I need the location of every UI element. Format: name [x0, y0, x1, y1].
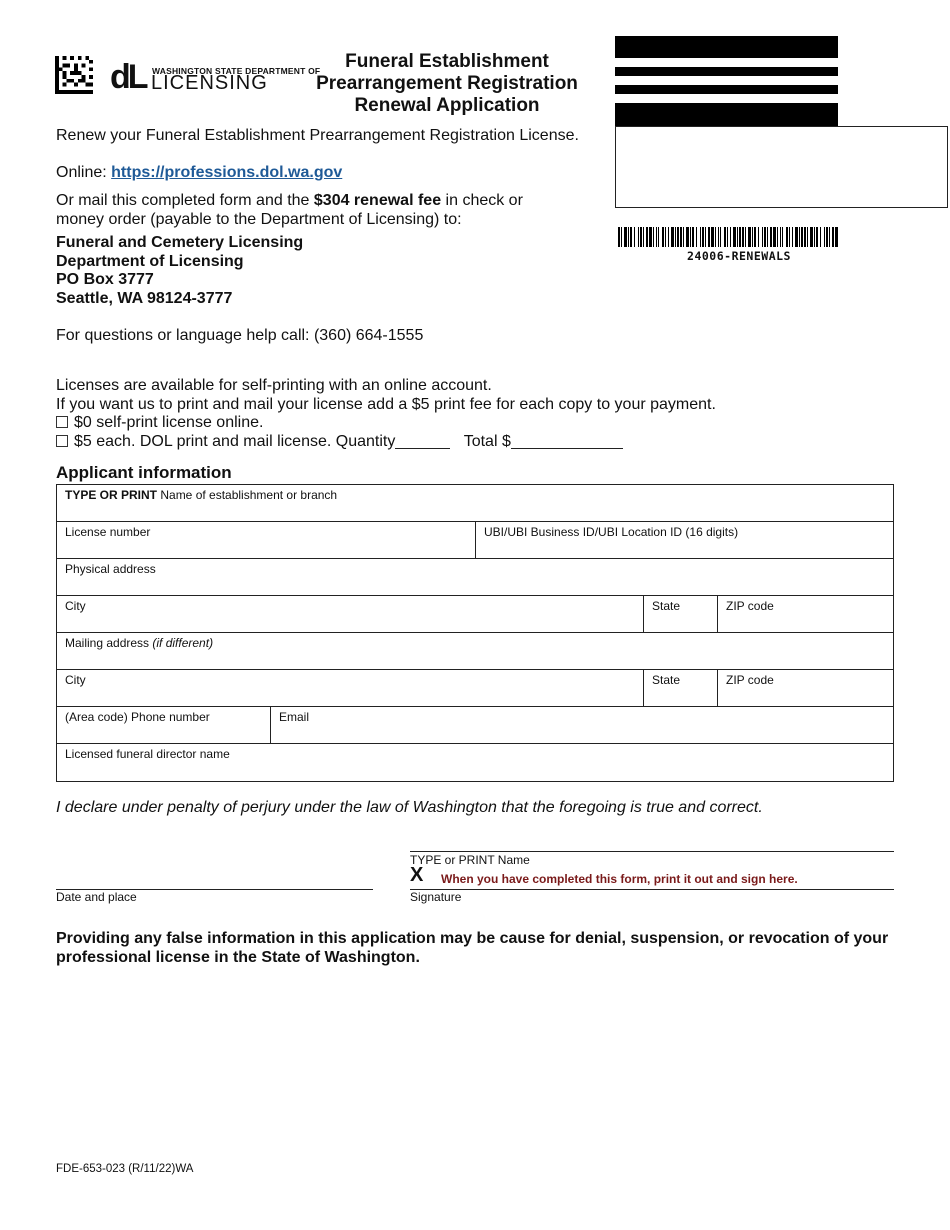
- mailing-city-field[interactable]: [57, 670, 644, 706]
- mailing-note: (if different): [152, 636, 214, 650]
- mailing-address: [56, 234, 303, 308]
- signature-line[interactable]: [410, 889, 894, 890]
- signature-x-mark: X: [410, 864, 424, 886]
- applicant-form: [56, 484, 894, 782]
- online-line: [56, 164, 342, 183]
- print-options: [56, 377, 716, 451]
- ubi-field[interactable]: [476, 522, 893, 558]
- email-label: Email: [279, 710, 310, 724]
- redaction-bar: [615, 103, 838, 126]
- mail-post: in check or: [441, 192, 523, 209]
- phone-label: (Area code) Phone number: [65, 710, 210, 724]
- option-self-print-label: $0 self-print license online.: [74, 414, 264, 431]
- print-info-line: If you want us to print and mail your license add a $5 print fee for each copy to your payment.: [56, 395, 716, 413]
- redaction-bar: [615, 36, 838, 58]
- address-line: Seattle, WA 98124-3777: [56, 289, 233, 307]
- establishment-name-field[interactable]: [57, 485, 893, 521]
- renew-intro: Renew your Funeral Establishment Prearrangement Registration License.: [56, 127, 579, 144]
- form-number: FDE-653-023 (R/11/22)WA: [56, 1163, 194, 1175]
- mail-print-checkbox[interactable]: [56, 435, 68, 447]
- dol-logo-mark: dL: [110, 58, 146, 96]
- perjury-declaration: I declare under penalty of perjury under the law of Washington that the foregoing is true and correct.: [56, 799, 763, 816]
- email-field[interactable]: [271, 707, 893, 743]
- agency-name: LICENSING: [151, 72, 268, 94]
- print-name-label: TYPE or PRINT Name: [410, 853, 530, 867]
- agency-small-name: WASHINGTON STATE DEPARTMENT OF: [152, 66, 321, 76]
- mail-line2: money order (payable to the Department of Licensing) to:: [56, 210, 462, 228]
- physical-address-field[interactable]: [57, 559, 893, 595]
- license-number-field[interactable]: [57, 522, 476, 558]
- option-self-print: [56, 414, 716, 433]
- print-info-line: Licenses are available for self-printing with an online account.: [56, 377, 492, 394]
- physical-address-label: Physical address: [65, 562, 156, 576]
- address-line: Department of Licensing: [56, 252, 244, 270]
- total-field[interactable]: [511, 434, 623, 449]
- datamatrix-code-icon: [55, 56, 93, 94]
- renewal-fee: $304 renewal fee: [313, 192, 442, 209]
- redaction-bar: [615, 67, 838, 76]
- barcode-icon: [618, 227, 838, 247]
- state-label: State: [652, 599, 681, 613]
- signature-label: Signature: [410, 890, 462, 904]
- physical-zip-field[interactable]: [718, 596, 893, 632]
- mailing-label-box: [615, 126, 948, 208]
- print-name-line: [410, 851, 894, 852]
- funeral-director-field[interactable]: [57, 744, 893, 781]
- applicant-section-title: Applicant information: [56, 463, 232, 482]
- city-label: City: [65, 673, 86, 687]
- total-label: Total $: [463, 432, 511, 450]
- address-line: Funeral and Cemetery Licensing: [56, 234, 304, 251]
- mailing-address-label: Mailing address: [65, 636, 153, 650]
- date-place-label: Date and place: [56, 890, 137, 904]
- mailing-state-field[interactable]: [644, 670, 718, 706]
- establishment-name-label: Name of establishment or branch: [157, 488, 338, 502]
- zip-label: ZIP code: [726, 673, 774, 687]
- mailing-zip-field[interactable]: [718, 670, 893, 706]
- phone-field[interactable]: [57, 707, 271, 743]
- false-info-warning: Providing any false information in this application may be cause for denial, suspension, or revocation of your professional license in the State of Washington.: [56, 930, 889, 966]
- mailing-address-field[interactable]: [57, 633, 893, 669]
- state-label: State: [652, 673, 681, 687]
- quantity-field[interactable]: [395, 434, 450, 449]
- funeral-director-label: Licensed funeral director name: [65, 747, 230, 761]
- option-mail-print: [56, 433, 716, 452]
- form-title: Funeral Establishment Prearrangement Registration Renewal Application: [316, 51, 578, 116]
- type-or-print-label: TYPE OR PRINT: [65, 488, 158, 502]
- signature-instruction: When you have completed this form, print it out and sign here.: [441, 872, 798, 886]
- mail-pre: Or mail this completed form and the: [56, 192, 314, 209]
- option-mail-print-label: $5 each. DOL print and mail license. Quantity: [74, 432, 396, 450]
- mail-instructions: [56, 192, 523, 229]
- barcode-text: 24006-RENEWALS: [687, 249, 791, 263]
- online-label: Online:: [56, 164, 112, 181]
- zip-label: ZIP code: [726, 599, 774, 613]
- self-print-checkbox[interactable]: [56, 416, 68, 428]
- license-number-label: License number: [65, 525, 151, 539]
- physical-state-field[interactable]: [644, 596, 718, 632]
- city-label: City: [65, 599, 86, 613]
- online-url-link[interactable]: https://professions.dol.wa.gov: [111, 164, 343, 181]
- physical-city-field[interactable]: [57, 596, 644, 632]
- redaction-bar: [615, 85, 838, 94]
- address-line: PO Box 3777: [56, 271, 154, 288]
- questions-phone: For questions or language help call: (360) 664-1555: [56, 327, 424, 344]
- ubi-label: UBI/UBI Business ID/UBI Location ID (16 digits): [484, 525, 739, 539]
